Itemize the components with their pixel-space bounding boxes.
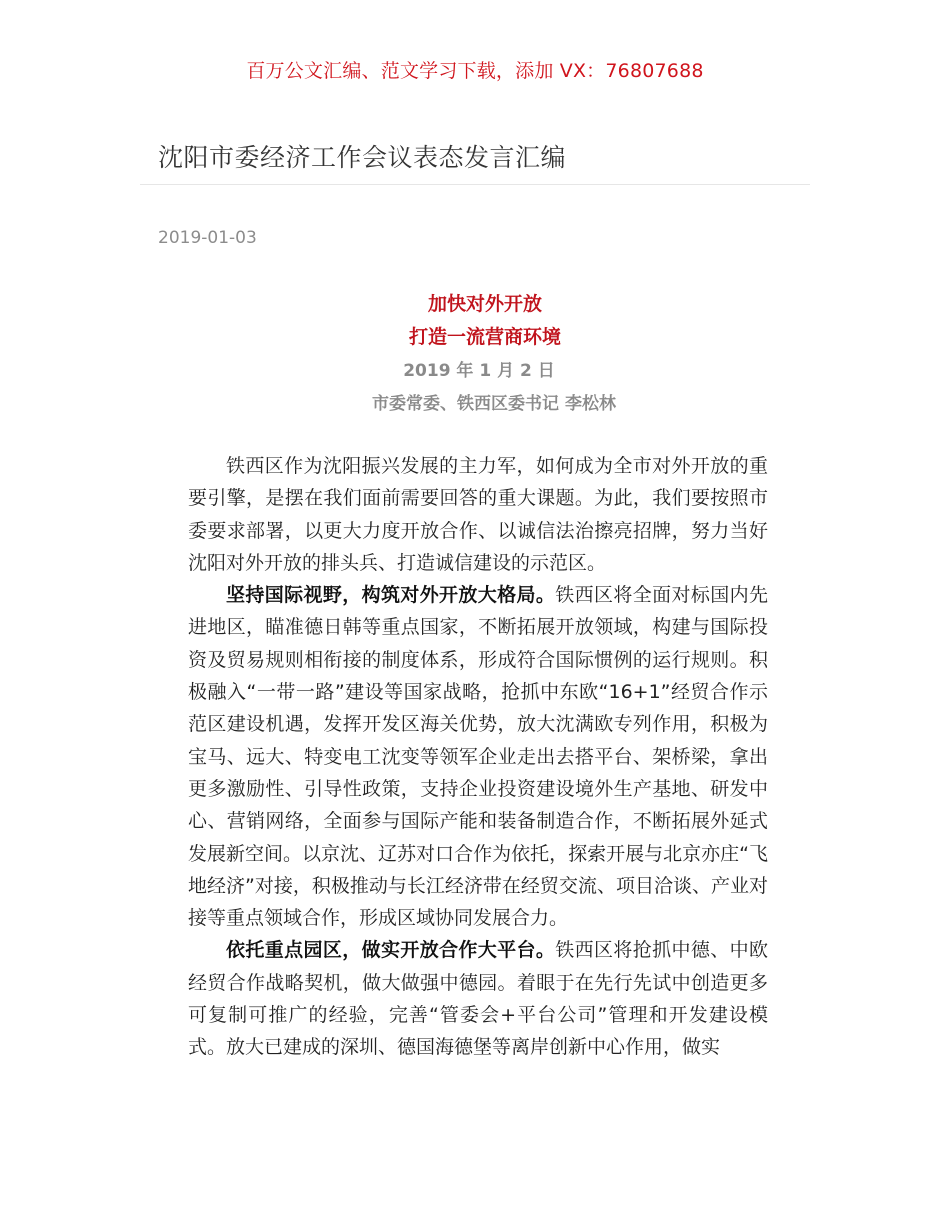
page-title: 沈阳市委经济工作会议表态发言汇编: [158, 143, 567, 172]
paragraph-key-parks: [188, 934, 768, 1063]
speech-speaker: 市委常委、铁西区委书记 李松林: [372, 394, 616, 414]
paragraph-heading: 坚持国际视野，构筑对外开放大格局。: [226, 584, 556, 607]
paragraph-international-vision: [188, 579, 768, 934]
article-body: [188, 450, 768, 1064]
promo-banner: 百万公文汇编、范文学习下载，添加 VX：76807688: [246, 60, 704, 82]
speech-title-line-2: 打造一流营商环境: [408, 326, 561, 348]
speech-header: [0, 288, 950, 420]
paragraph-intro: 铁西区作为沈阳振兴发展的主力军，如何成为全市对外开放的重要引擎，是摆在我们面前需要回答的重大课题。为此，我们要按照市委要求部署，以更大力度开放合作、以诚信法治擦亮招牌，努力当好沈阳对外开放的排头兵、打造诚信建设的示范区。: [188, 455, 768, 574]
speech-title-line-1: 加快对外开放: [427, 293, 542, 315]
paragraph-text: 铁西区将抢抓中德、中欧经贸合作战略契机，做大做强中德园。着眼于在先行先试中创造更多可复制可推广的经验，完善“管委会+平台公司”管理和开发建设模式。放大已建成的深圳、德国海德堡等离岸创新中心作用，做实: [188, 939, 768, 1059]
publish-date: 2019-01-03: [158, 228, 257, 248]
speech-date: 2019 年 1 月 2 日: [403, 361, 555, 381]
paragraph-text: 铁西区将全面对标国内先进地区，瞄准德日韩等重点国家，不断拓展开放领域，构建与国际投资及贸易规则相衔接的制度体系，形成符合国际惯例的运行规则。积极融入“一带一路”建设等国家战略，抢抓中东欧“16+1”经贸合作示范区建设机遇，发挥开发区海关优势，放大沈满欧专列作用，积极为宝马、远大、特变电工沈变等领军企业走出去搭平台、架桥梁，拿出更多激励性、引导性政策，支持企业投资建设境外生产基地、研发中心、营销网络，全面参与国际产能和装备制造合作，不断拓展外延式发展新空间。以京沈、辽苏对口合作为依托，探索开展与北京亦庄“飞地经济”对接，积极推动与长江经济带在经贸交流、项目洽谈、产业对接等重点领域合作，形成区域协同发展合力。: [188, 584, 768, 930]
title-divider: [140, 184, 810, 185]
paragraph-heading: 依托重点园区，做实开放合作大平台。: [226, 939, 556, 962]
